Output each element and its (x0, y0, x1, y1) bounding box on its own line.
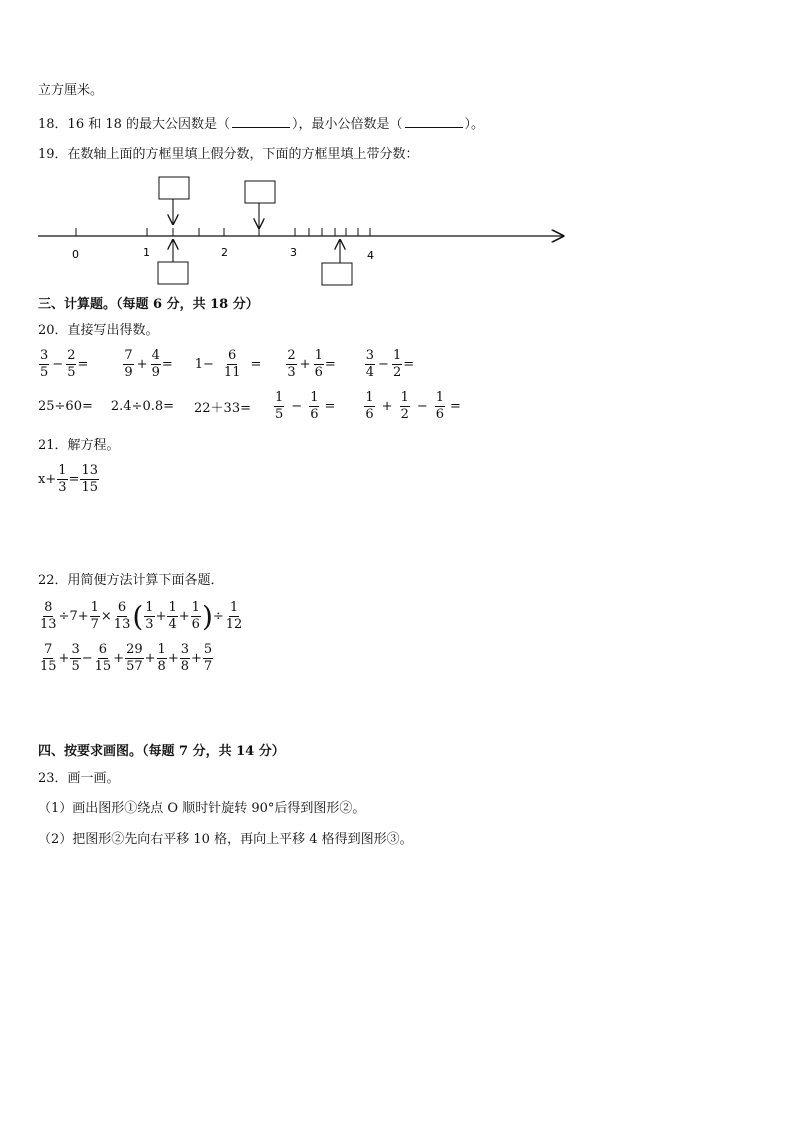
numerator: 13 (81, 463, 98, 478)
answer-box-lower-1[interactable] (158, 262, 188, 284)
q20-expr-10 (363, 390, 461, 423)
equals-sign: = (324, 357, 336, 372)
fraction (125, 642, 144, 675)
fraction (39, 642, 58, 675)
q20-expr-1 (38, 348, 88, 381)
fraction (364, 390, 374, 423)
operator: − (416, 399, 428, 414)
operator: + (191, 651, 202, 666)
numerator: 7 (44, 642, 53, 657)
fraction (94, 642, 113, 675)
operator: − (378, 357, 389, 372)
numerator: 1 (157, 642, 166, 657)
numerator: 3 (40, 348, 49, 363)
numerator: 8 (44, 600, 53, 615)
fraction (39, 348, 49, 381)
fraction (151, 348, 161, 381)
fraction (314, 348, 324, 381)
q20-expr-7: 2.4÷0.8= (110, 399, 175, 414)
fraction (191, 600, 201, 633)
numerator: 3 (71, 642, 80, 657)
fraction (435, 390, 445, 423)
numerator: 1 (314, 348, 323, 363)
numerator: 1 (310, 390, 319, 405)
operator: + (167, 651, 179, 666)
equals-sign: = (161, 357, 173, 372)
left-paren: ( (132, 599, 144, 633)
numerator: 1 (191, 600, 200, 615)
q20-expr-6: 25÷60= (38, 399, 93, 414)
fraction (66, 348, 76, 381)
numerator: 7 (124, 348, 133, 363)
operator: + (144, 651, 156, 666)
denominator: 12 (225, 617, 243, 632)
denominator: 6 (314, 365, 323, 380)
numerator: 1 (275, 390, 284, 405)
denominator: 3 (58, 480, 67, 495)
q18-suffix: ）。 (464, 117, 485, 132)
denominator: 6 (191, 617, 200, 632)
q20-expr-3 (195, 348, 262, 381)
q20-expr-9 (273, 390, 335, 423)
continued-text: 立方厘米。 (38, 83, 104, 98)
denominator: 6 (310, 407, 319, 422)
operator: + (381, 399, 393, 414)
denominator: 13 (113, 617, 131, 632)
denominator: 6 (435, 407, 445, 422)
question-22: 22．用简便方法计算下面各题． (38, 573, 224, 588)
fraction (365, 348, 375, 381)
question-21: 21．解方程。 (38, 438, 120, 453)
question-20: 20．直接写出得数。 (38, 323, 159, 338)
fraction (57, 463, 67, 496)
tick-label-0: 0 (72, 248, 79, 261)
q18-mid: ），最小公倍数是（ (292, 117, 403, 132)
equals-sign: = (77, 357, 89, 372)
denominator: 6 (365, 407, 374, 422)
answer-box-upper-1[interactable] (159, 177, 189, 199)
operator: + (58, 651, 70, 666)
numerator: 5 (203, 642, 213, 657)
numerator: 3 (180, 642, 190, 657)
number-line-figure (0, 170, 600, 290)
fraction (39, 600, 58, 633)
question-23: 23．画一画。 (38, 771, 120, 786)
q20-row-1 (38, 348, 414, 381)
operator: + (155, 609, 167, 624)
section-4-title: 四、按要求画图。（每题 7 分，共 14 分） (38, 744, 285, 759)
equals-sign: = (324, 399, 336, 414)
operator: − (291, 399, 303, 414)
answer-blank-gcd[interactable] (232, 115, 290, 128)
fraction (286, 348, 296, 381)
q21-equation (38, 463, 100, 496)
question-18 (38, 115, 484, 134)
numerator: 1 (168, 600, 177, 615)
lead-term: 1− (194, 357, 214, 372)
numerator: 1 (90, 600, 99, 615)
equals-sign: = (250, 357, 262, 372)
numerator: 1 (435, 390, 445, 405)
q22-expr-1 (38, 600, 244, 633)
answer-blank-lcm[interactable] (405, 115, 463, 128)
numerator: 3 (365, 348, 375, 363)
number-line-ticks (76, 228, 370, 236)
operator-text: ÷ (212, 609, 224, 624)
q20-expr-5 (364, 348, 414, 381)
question-19: 19．在数轴上面的方框里填上假分数，下面的方框里填上带分数： (38, 147, 419, 162)
denominator: 9 (151, 365, 160, 380)
denominator: 5 (275, 407, 284, 422)
fraction (157, 642, 167, 675)
tick-label-4: 4 (367, 249, 374, 262)
fraction (274, 390, 284, 423)
tick-label-2: 2 (221, 246, 228, 259)
numerator: 1 (400, 390, 409, 405)
fraction (309, 390, 319, 423)
q20-expr-2 (122, 348, 172, 381)
operator: + (299, 357, 311, 372)
fraction (225, 600, 244, 633)
q20-row-2 (38, 390, 461, 423)
numerator: 1 (365, 390, 374, 405)
operator: + (178, 609, 190, 624)
numerator: 6 (98, 642, 108, 657)
denominator: 3 (145, 617, 154, 632)
denominator: 13 (40, 617, 57, 632)
fraction (80, 463, 99, 496)
denominator: 3 (287, 365, 296, 380)
operator: + (136, 357, 148, 372)
fraction (90, 600, 100, 633)
q20-expr-8: 22＋33= (194, 401, 251, 416)
fraction (203, 642, 213, 675)
equals-sign: = (450, 399, 461, 414)
numerator: 1 (145, 600, 154, 615)
q23-part-1: （1）画出图形①绕点 O 顺时针旋转 90°后得到图形②。 (38, 801, 366, 816)
tick-label-3: 3 (290, 246, 297, 259)
denominator: 15 (81, 480, 98, 495)
numerator: 4 (151, 348, 160, 363)
fraction (400, 390, 410, 423)
equals-sign: = (403, 357, 415, 372)
tick-label-1: 1 (143, 246, 150, 259)
numerator: 2 (287, 348, 296, 363)
fraction (123, 348, 133, 381)
denominator: 11 (223, 365, 241, 380)
numerator: 1 (58, 463, 67, 478)
denominator: 4 (168, 617, 177, 632)
numerator: 1 (392, 348, 402, 363)
denominator: 15 (94, 659, 112, 674)
q18-prefix: 18．16 和 18 的最大公因数是（ (38, 117, 231, 132)
denominator: 5 (67, 365, 76, 380)
equals-sign: = (68, 472, 80, 487)
denominator: 7 (203, 659, 213, 674)
fraction (144, 600, 154, 633)
operator: − (52, 357, 64, 372)
numerator: 6 (117, 600, 127, 615)
denominator: 57 (126, 659, 143, 674)
section-3-title: 三、计算题。（每题 6 分，共 18 分） (38, 297, 259, 312)
fraction (167, 600, 177, 633)
denominator: 5 (40, 365, 49, 380)
operator-text: × (100, 609, 112, 624)
denominator: 8 (157, 659, 166, 674)
denominator: 4 (365, 365, 375, 380)
denominator: 8 (180, 659, 190, 674)
q23-part-2: （2）把图形②先向右平移 10 格，再向上平移 4 格得到图形③。 (38, 832, 413, 847)
denominator: 2 (400, 407, 409, 422)
fraction (70, 642, 80, 675)
operator-text: ÷7+ (58, 609, 89, 624)
answer-box-upper-2[interactable] (245, 181, 275, 203)
denominator: 2 (392, 365, 402, 380)
operator: − (81, 651, 93, 666)
operator: + (45, 472, 57, 487)
denominator: 15 (40, 659, 57, 674)
q22-expr-2 (38, 642, 214, 675)
fraction (180, 642, 190, 675)
denominator: 5 (71, 659, 80, 674)
right-paren: ) (201, 599, 213, 633)
fraction (113, 600, 132, 633)
denominator: 9 (124, 365, 133, 380)
denominator: 7 (90, 617, 99, 632)
variable-x: x (38, 472, 46, 487)
q20-expr-4 (285, 348, 335, 381)
operator: + (113, 651, 125, 666)
numerator: 6 (228, 348, 237, 363)
numerator: 1 (229, 600, 239, 615)
numerator: 29 (126, 642, 143, 657)
numerator: 2 (67, 348, 76, 363)
answer-box-lower-2[interactable] (322, 263, 352, 285)
fraction (223, 348, 242, 381)
fraction (392, 348, 402, 381)
